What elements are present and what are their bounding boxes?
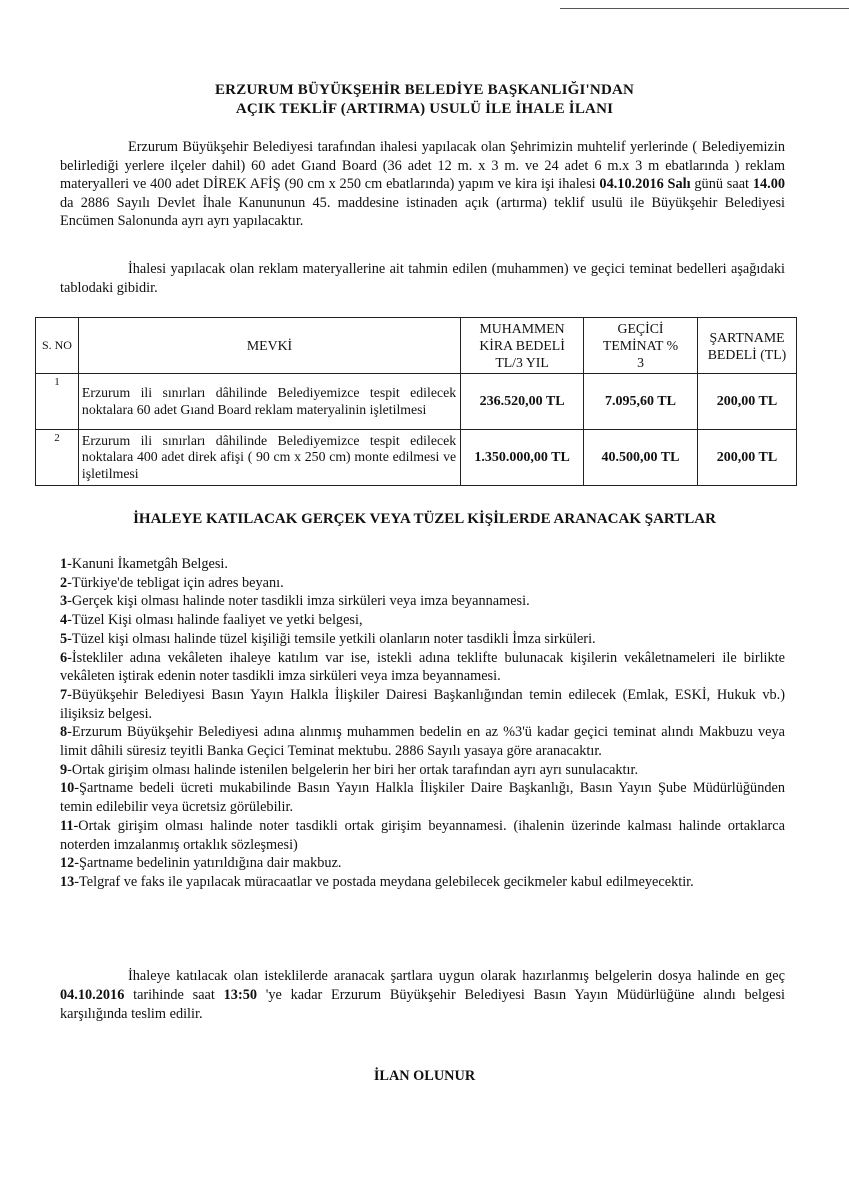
row-mevki: Erzurum ili sınırları dâhilinde Belediyemizce tespit edilecek noktalara 60 adet Gıand Board reklam materyalinin işletilmesi	[78, 374, 460, 430]
title-line-1: ERZURUM BÜYÜKŞEHİR BELEDİYE BAŞKANLIĞI'NDAN	[214, 82, 635, 98]
row-muhammen: 236.520,00 TL	[461, 374, 584, 430]
row-teminat: 7.095,60 TL	[584, 374, 698, 430]
intro-paragraph	[60, 138, 785, 231]
table-row	[36, 374, 797, 430]
row-muhammen: 1.350.000,00 TL	[461, 430, 584, 486]
table-header-row	[36, 318, 797, 374]
list-item: 10-Şartname bedeli ücreti mukabilinde Basın Yayın Halkla İlişkiler Daire Başkanlığı, Basın Yayın Şube Müdürlüğünden temin edilebilir veya ücretsiz görülebilir.	[60, 780, 785, 816]
footer-ilan-olunur: İLAN OLUNUR	[373, 1068, 476, 1084]
header-no: S. NO	[36, 318, 79, 374]
list-item: 3-Gerçek kişi olması halinde noter tasdikli imza sirküleri veya imza beyannamesi.	[60, 593, 530, 610]
list-item: 2-Türkiye'de tebligat için adres beyanı.	[60, 574, 284, 591]
row-no: 2	[36, 430, 79, 486]
row-mevki: Erzurum ili sınırları dâhilinde Belediyemizce tespit edilecek noktalara 400 adet direk afişi ( 90 cm x 250 cm) monte edilmesi ve işletilmesi	[78, 430, 460, 486]
conditions-heading: İHALEYE KATILACAK GERÇEK VEYA TÜZEL KİŞİLERDE ARANACAK ŞARTLAR	[133, 511, 716, 527]
row-no: 1	[36, 374, 79, 430]
auction-date: 04.10.2016 Salı	[599, 176, 691, 192]
list-item: 5-Tüzel kişi olması halinde tüzel kişiliği temsile yetkili olanların noter tasdikli İmza sirküleri.	[60, 630, 596, 647]
list-item: 9-Ortak girişim olması halinde istenilen belgelerin her biri her ortak tarafından ayrı ayrı sunulacaktır.	[60, 761, 639, 778]
auction-time: 14.00	[752, 176, 785, 192]
list-item: 8-Erzurum Büyükşehir Belediyesi adına alınmış muhammen bedelin en az %3'ü kadar geçici teminat alındı Makbuzu veya limit dâhili süresiz teyitli Banka Geçici Teminat mektubu. 2886 Sayılı yasaya göre aranacaktır.	[60, 724, 785, 760]
list-item: 1-Kanuni İkametgâh Belgesi.	[60, 556, 228, 572]
header-sartname: ŞARTNAME BEDELİ (TL)	[698, 318, 797, 374]
header-muhammen: MUHAMMEN KİRA BEDELİ TL/3 YIL	[461, 318, 584, 374]
list-item: 6-İstekliler adına vekâleten ihaleye katılım var ise, istekli adına teklifte bulunacak kişilerin vekâletnameleri ile birlikte vekâleten iştirak edenin noter tasdikli imza sirküleri veya imza beyannamesi.	[60, 649, 785, 685]
list-item: 11-Ortak girişim olması halinde noter tasdikli ortak girişim beyannamesi. (ihalenin üzerinde kalması halinde ortaklarca noterden imzalanmış ortaklık sözleşmesi)	[60, 817, 785, 853]
closing-text-a: İhaleye katılacak olan isteklilerde aranacak şartlara uygun olarak hazırlanmış belgelerin dosya halinde en geç	[128, 968, 785, 984]
intro-text-c: da 2886 Sayılı Devlet İhale Kanununun 45. maddesine istinaden açık (artırma) teklif usulü ile Büyükşehir Belediyesi Encümen Salonunda ayrı ayrı yapılacaktır.	[60, 194, 785, 229]
closing-text-b: tarihinde saat	[124, 987, 224, 1003]
list-item: 13-Telgraf ve faks ile yapılacak müracaatlar ve postada meydana gelebilecek gecikmeler kabul edilmeyecektir.	[60, 873, 694, 890]
row-sartname: 200,00 TL	[698, 374, 797, 430]
deadline-date: 04.10.2016	[60, 987, 125, 1003]
intro-text-b: günü saat	[690, 176, 753, 192]
table-row	[36, 430, 797, 486]
row-sartname: 200,00 TL	[698, 430, 797, 486]
list-item: 12-Şartname bedelinin yatırıldığına dair makbuz.	[60, 855, 342, 872]
intro-paragraph-2: İhalesi yapılacak olan reklam materyallerine ait tahmin edilen (muhammen) ve geçici teminat bedelleri aşağıdaki tablodaki gibidir.	[60, 261, 785, 296]
deadline-time: 13:50	[223, 987, 257, 1003]
conditions-list	[60, 555, 785, 892]
top-rule	[560, 8, 849, 9]
auction-table	[35, 317, 797, 486]
title-line-2: AÇIK TEKLİF (ARTIRMA) USULÜ İLE İHALE İLANI	[235, 101, 614, 117]
intro-text-a: Erzurum Büyükşehir Belediyesi tarafından ihalesi yapılacak olan Şehrimizin muhtelif yerlerinde ( Belediyemizin belirlediği yerlere ilçeler dahil) 60 adet Gıand Board (36 adet 12 m. x 3 m. ve 24 adet 6 m.x 3 m ebatlarında ) reklam materyalleri ve 400 adet DİREK AFİŞ (90 cm x 250 cm ebatlarında) yapım ve kira işi ihalesi	[60, 139, 785, 192]
list-item: 4-Tüzel Kişi olması halinde faaliyet ve yetki belgesi,	[60, 612, 363, 629]
header-mevki: MEVKİ	[78, 318, 460, 374]
header-teminat: GEÇİCİ TEMİNAT % 3	[584, 318, 698, 374]
closing-paragraph	[60, 967, 785, 1024]
list-item: 7-Büyükşehir Belediyesi Basın Yayın Halkla İlişkiler Dairesi Başkanlığından temin edilecek (Emlak, ESKİ, Hukuk vb.) ilişiksiz belgesi.	[60, 686, 785, 722]
closing-text-c: 'ye kadar Erzurum Büyükşehir Belediyesi Basın Yayın Müdürlüğüne alındı belgesi karşılığında teslim edilir.	[60, 987, 786, 1022]
row-teminat: 40.500,00 TL	[584, 430, 698, 486]
